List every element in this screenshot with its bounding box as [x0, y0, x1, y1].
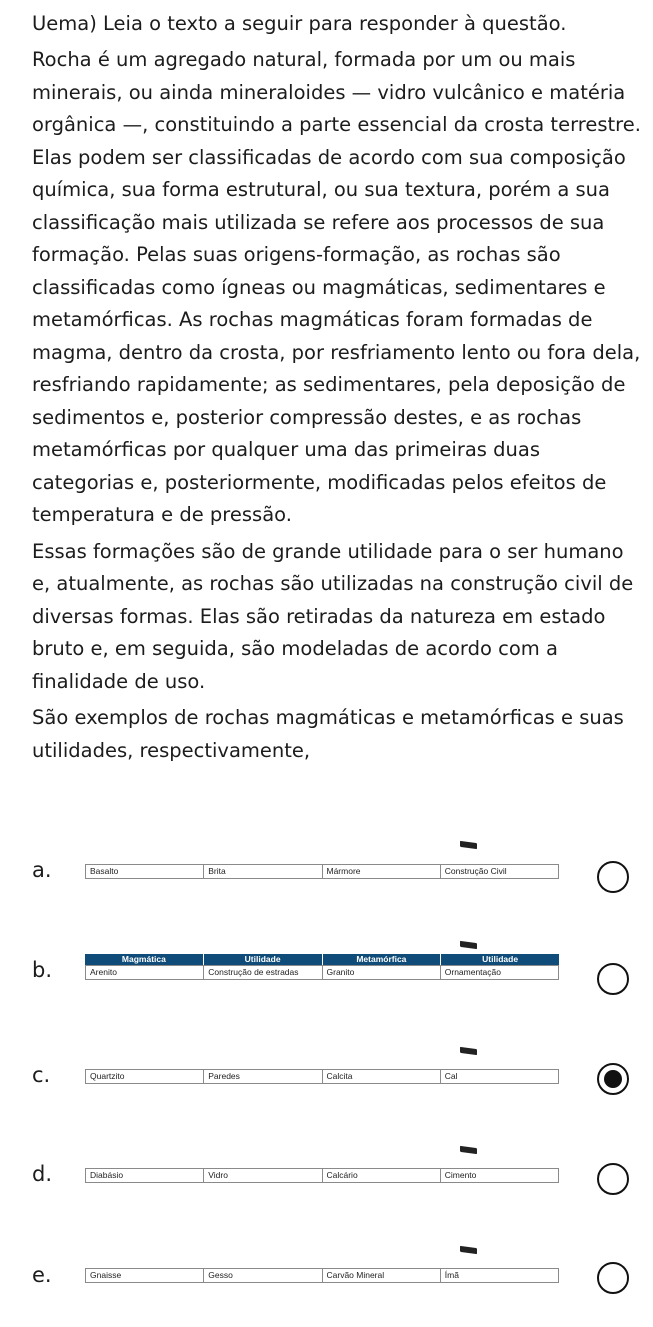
option-d[interactable]	[0, 1135, 653, 1225]
radio-option-d[interactable]	[597, 1163, 629, 1195]
radio-option-c[interactable]	[597, 1063, 629, 1095]
table-header-cell: Utilidade	[204, 954, 323, 965]
table-row	[85, 965, 559, 980]
table-cell: Cal	[444, 1071, 458, 1081]
cursor-marker-icon	[460, 841, 477, 849]
table-cell: Arenito	[86, 966, 204, 979]
cursor-marker-icon	[460, 1047, 477, 1055]
table-row	[85, 1168, 559, 1183]
radio-option-b[interactable]	[597, 963, 629, 995]
option-letter: e.	[32, 1263, 52, 1287]
table-cell: Calcário	[323, 1169, 441, 1182]
table-cell: Basalto	[86, 865, 204, 878]
question-title: Uema) Leia o texto a seguir para responder à questão.	[32, 12, 567, 35]
table-cell: Carvão Mineral	[323, 1269, 441, 1282]
table-cell: Gesso	[204, 1269, 322, 1282]
option-letter: b.	[32, 958, 53, 982]
table-cell: Calcita	[323, 1070, 441, 1083]
option-e[interactable]	[0, 1237, 653, 1327]
question-body	[32, 8, 642, 771]
table-cell: Diabásio	[86, 1169, 204, 1182]
table-cell: Vidro	[204, 1169, 322, 1182]
option-table	[85, 1069, 559, 1084]
table-header-cell: Magmática	[85, 954, 204, 965]
question-paragraph-2: Essas formações são de grande utilidade para o ser humano e, atualmente, as rochas são utilizadas na construção civil de diversas formas. Elas são retiradas da natureza em estado bruto e, em seguida, são modeladas de acordo com a finalidade de uso.	[32, 539, 634, 693]
cursor-marker-icon	[460, 1246, 477, 1254]
question-prompt: São exemplos de rochas magmáticas e metamórficas e suas utilidades, respectivamente,	[32, 706, 624, 762]
option-b[interactable]	[0, 930, 653, 1020]
option-table	[85, 1268, 559, 1283]
table-cell: Quartzito	[86, 1070, 204, 1083]
table-cell: Gnaisse	[86, 1269, 204, 1282]
table-header-cell: Utilidade	[482, 954, 519, 964]
table-row	[85, 864, 559, 879]
question-paragraph-1: Rocha é um agregado natural, formada por um ou mais minerais, ou ainda mineraloides — vidro vulcânico e matéria orgânica —, constituindo a parte essencial da crosta terrestre. Elas podem ser classificadas de acordo com sua composição química, sua forma estrutural, ou sua textura, porém a sua classificação mais utilizada se refere aos processos de sua formação. Pelas suas origens-formação, as rochas são classificadas como ígneas ou magmáticas, sedimentares e metamórficas. As rochas magmáticas foram formadas de magma, dentro da crosta, por resfriamento lento ou fora dela, resfriando rapidamente; as sedimentares, pela deposição de sedimentos e, posterior compressão destes, e as rochas metamórficas por qualquer uma das primeiras duas categorias e, posteriormente, modificadas pelos efeitos de temperatura e de pressão.	[32, 48, 641, 526]
option-letter: d.	[32, 1162, 53, 1186]
table-row	[85, 1069, 559, 1084]
table-cell: Ornamentação	[444, 967, 501, 977]
option-table	[85, 1168, 559, 1183]
table-cell: Cimento	[444, 1170, 477, 1180]
table-header	[85, 954, 559, 965]
table-header-cell: Metamórfica	[323, 954, 442, 965]
table-cell: Brita	[204, 865, 322, 878]
radio-option-a[interactable]	[597, 861, 629, 893]
option-table	[85, 864, 559, 879]
option-c[interactable]	[0, 1033, 653, 1123]
cursor-marker-icon	[460, 941, 477, 949]
table-cell: Paredes	[204, 1070, 322, 1083]
table-row	[85, 1268, 559, 1283]
option-a[interactable]	[0, 825, 653, 915]
table-cell: Mármore	[323, 865, 441, 878]
table-cell: Granito	[323, 966, 441, 979]
table-cell: Construção de estradas	[204, 966, 322, 979]
table-cell: Construção Civil	[444, 866, 507, 876]
option-table	[85, 954, 559, 980]
table-cell: Ímã	[444, 1270, 459, 1280]
option-letter: c.	[32, 1063, 51, 1087]
cursor-marker-icon	[460, 1146, 477, 1154]
option-letter: a.	[32, 858, 52, 882]
radio-option-e[interactable]	[597, 1262, 629, 1294]
